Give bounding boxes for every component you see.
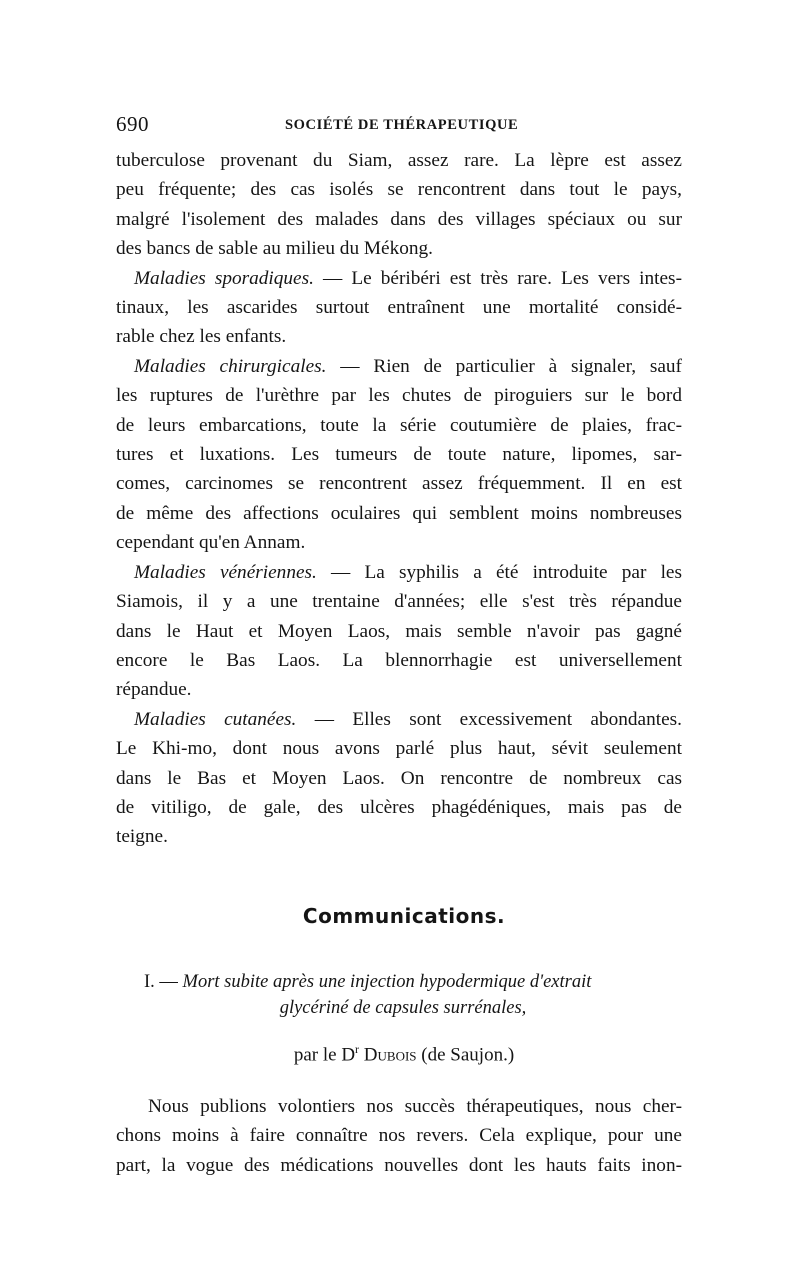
- byline-prefix: par le D: [293, 1044, 356, 1066]
- text-line: encore le Bas Laos. La blennorrhagie est universellement: [116, 649, 682, 671]
- text-line: de même des affections oculaires qui semblent moins nombreuses: [116, 502, 682, 524]
- text-fragment: — Elles sont excessivement abondantes.: [296, 708, 682, 730]
- text-line: [116, 705, 682, 734]
- text-line: tinaux, les ascarides surtout entraînent une mortalité considé-: [116, 297, 682, 319]
- text-line: les ruptures de l'urèthre par les chutes de piroguiers sur le bord: [116, 385, 682, 407]
- text-line: [116, 352, 682, 381]
- rubric-veneriennes: Maladies vénériennes.: [134, 561, 317, 583]
- paragraph-tuberculose: [116, 146, 682, 264]
- text-line: de leurs embarcations, toute la série coutumière de plaies, frac-: [116, 414, 682, 436]
- article-title-line-1: [116, 969, 682, 995]
- book-page: [116, 112, 682, 1180]
- paragraph-maladies-chirurgicales: [116, 352, 682, 558]
- author-name: Dubois: [363, 1044, 417, 1066]
- text-line: tuberculose provenant du Siam, assez rare. La lèpre est assez: [116, 150, 682, 171]
- text-line: dans le Bas et Moyen Laos. On rencontre de nombreux cas: [116, 767, 682, 789]
- section-heading: Communications.: [302, 903, 506, 928]
- article-body: [116, 1092, 682, 1180]
- text-line: part, la vogue des médications nouvelles dont les hauts faits inon-: [116, 1154, 682, 1176]
- text-line: répandue.: [116, 679, 192, 701]
- text-line: chons moins à faire connaître nos revers. Cela explique, pour une: [116, 1125, 682, 1147]
- text-line: des bancs de sable au milieu du Mékong.: [116, 238, 433, 260]
- paragraph-maladies-cutanees: [116, 705, 682, 852]
- text-line: [116, 264, 682, 293]
- byline-title-sup: r: [355, 1042, 360, 1057]
- text-line: [116, 558, 682, 587]
- journal-title: SOCIÉTÉ DE THÉRAPEUTIQUE: [285, 117, 519, 133]
- article-number: I. —: [144, 972, 183, 993]
- rubric-chirurgicales: Maladies chirurgicales.: [134, 355, 327, 377]
- article-title-line-2: glycériné de capsules surrénales,: [279, 998, 527, 1019]
- text-fragment: — Rien de particulier à signaler, sauf: [326, 355, 682, 377]
- text-line: Siamois, il y a une trentaine d'années; elle s'est très répandue: [116, 591, 682, 613]
- text-line: comes, carcinomes se rencontrent assez fréquemment. Il en est: [116, 473, 682, 495]
- rubric-cutanees: Maladies cutanées.: [134, 708, 297, 730]
- text-fragment: — Le béribéri est très rare. Les vers intes-: [313, 267, 682, 289]
- text-line: teigne.: [116, 826, 168, 848]
- article-title: [116, 969, 682, 1021]
- main-text: [116, 146, 682, 1180]
- text-line: peu fréquente; des cas isolés se rencontrent dans tout le pays,: [116, 179, 682, 201]
- text-line: rable chez les enfants.: [116, 326, 287, 348]
- running-head: [116, 112, 682, 146]
- paragraph-maladies-veneriennes: [116, 558, 682, 705]
- text-line: dans le Haut et Moyen Laos, mais semble n'avoir pas gagné: [116, 620, 682, 642]
- text-line: cependant qu'en Annam.: [116, 532, 306, 554]
- author-byline: [116, 1035, 682, 1070]
- text-line: Le Khi-mo, dont nous avons parlé plus haut, sévit seulement: [116, 738, 682, 760]
- text-line: Nous publions volontiers nos succès thérapeutiques, nous cher-: [148, 1095, 682, 1117]
- article-title-text: Mort subite après une injection hypodermique d'extrait: [182, 972, 592, 993]
- author-location: (de Saujon.): [421, 1044, 515, 1066]
- rubric-sporadiques: Maladies sporadiques.: [134, 267, 314, 289]
- text-line: tures et luxations. Les tumeurs de toute nature, lipomes, sar-: [116, 444, 682, 466]
- paragraph-maladies-sporadiques: [116, 264, 682, 352]
- page-number: 690: [116, 112, 149, 136]
- text-fragment: — La syphilis a été introduite par les: [316, 561, 682, 583]
- text-line: malgré l'isolement des malades dans des villages spéciaux ou sur: [116, 208, 682, 230]
- text-line: de vitiligo, de gale, des ulcères phagédéniques, mais pas de: [116, 796, 682, 818]
